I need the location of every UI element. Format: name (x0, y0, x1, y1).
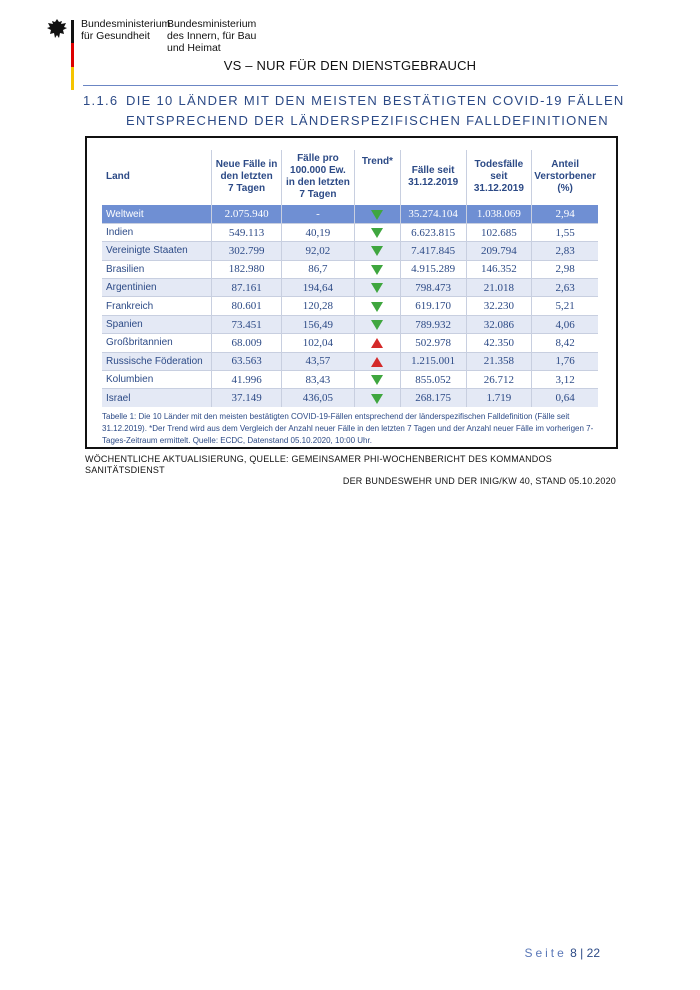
cell-new-cases: 68.009 (212, 334, 281, 352)
cell-trend (355, 260, 401, 278)
cell-total-cases: 7.417.845 (400, 242, 466, 260)
cell-cfr: 1,76 (532, 352, 598, 370)
cell-cfr: 2,98 (532, 260, 598, 278)
cell-trend (355, 315, 401, 333)
header-per-100k: Fälle pro 100.000 Ew. in den letzten 7 Tagen (281, 150, 354, 205)
trend-down-icon (371, 302, 383, 312)
table-body (102, 205, 598, 407)
cell-new-cases: 80.601 (212, 297, 281, 315)
flag-stripe (71, 20, 74, 90)
cell-new-cases: 302.799 (212, 242, 281, 260)
cell-cfr: 1,55 (532, 223, 598, 241)
cell-land: Argentinien (102, 279, 212, 297)
cell-trend (355, 223, 401, 241)
cell-deaths: 1.038.069 (466, 205, 532, 223)
cell-total-cases: 6.623.815 (400, 223, 466, 241)
cell-cfr: 5,21 (532, 297, 598, 315)
cell-trend (355, 279, 401, 297)
table-row (102, 334, 598, 352)
section-title-line1: DIE 10 LÄNDER MIT DEN MEISTEN BESTÄTIGTEN COVID-19 FÄLLEN (126, 93, 625, 108)
cell-land: Spanien (102, 315, 212, 333)
trend-down-icon (371, 265, 383, 275)
page-current: 8 (570, 946, 577, 960)
cell-land: Israel (102, 389, 212, 407)
cell-cfr: 4,06 (532, 315, 598, 333)
cell-cfr: 2,94 (532, 205, 598, 223)
cell-per-100k: 436,05 (281, 389, 354, 407)
cell-new-cases: 73.451 (212, 315, 281, 333)
covid-cases-table (102, 150, 598, 407)
cell-new-cases: 182.980 (212, 260, 281, 278)
cell-new-cases: 549.113 (212, 223, 281, 241)
cell-trend (355, 389, 401, 407)
table-row (102, 352, 598, 370)
classification-label: VS – NUR FÜR DEN DIENSTGEBRAUCH (223, 58, 477, 73)
cell-new-cases: 2.075.940 (212, 205, 281, 223)
table-row (102, 315, 598, 333)
header-divider (83, 85, 618, 86)
cell-deaths: 1.719 (466, 389, 532, 407)
page-number (524, 946, 600, 960)
header-cfr: Anteil Verstorbener (%) (532, 150, 598, 205)
cell-deaths: 42.350 (466, 334, 532, 352)
trend-down-icon (371, 210, 383, 220)
section-title (83, 91, 643, 131)
cell-per-100k: 194,64 (281, 279, 354, 297)
cell-total-cases: 502.978 (400, 334, 466, 352)
cell-per-100k: 92,02 (281, 242, 354, 260)
source-line1: WÖCHENTLICHE AKTUALISIERUNG, QUELLE: GEMEINSAMER PHI-WOCHENBERICHT DES KOMMANDOS SANITÄTSDIENST (85, 454, 552, 475)
cell-new-cases: 41.996 (212, 371, 281, 389)
cell-total-cases: 1.215.001 (400, 352, 466, 370)
table-row (102, 297, 598, 315)
header-new-cases: Neue Fälle in den letzten 7 Tagen (212, 150, 281, 205)
page-total: 22 (586, 946, 600, 960)
table-row (102, 389, 598, 407)
cell-cfr: 2,83 (532, 242, 598, 260)
cell-deaths: 209.794 (466, 242, 532, 260)
header-trend: Trend* (355, 150, 401, 205)
cell-new-cases: 63.563 (212, 352, 281, 370)
cell-trend (355, 242, 401, 260)
cell-total-cases: 789.932 (400, 315, 466, 333)
cell-new-cases: 87.161 (212, 279, 281, 297)
cell-land: Vereinigte Staaten (102, 242, 212, 260)
trend-down-icon (371, 228, 383, 238)
cell-cfr: 8,42 (532, 334, 598, 352)
trend-up-icon (371, 357, 383, 367)
header-land: Land (106, 171, 130, 183)
cell-trend (355, 352, 401, 370)
cell-total-cases: 35.274.104 (400, 205, 466, 223)
federal-eagle-icon (46, 18, 68, 40)
ministry-interior-name: Bundesministerium des Innern, für Bau und Heimat (167, 18, 257, 54)
trend-down-icon (371, 394, 383, 404)
header-deaths: Todesfälle seit 31.12.2019 (466, 150, 532, 205)
cell-trend (355, 371, 401, 389)
table-row (102, 260, 598, 278)
header-total-cases: Fälle seit 31.12.2019 (400, 150, 466, 205)
cell-per-100k: 120,28 (281, 297, 354, 315)
table-box (85, 136, 618, 449)
table-header-row (102, 150, 598, 205)
cell-total-cases: 798.473 (400, 279, 466, 297)
cell-per-100k: 40,19 (281, 223, 354, 241)
table-row (102, 371, 598, 389)
cell-per-100k: - (281, 205, 354, 223)
cell-total-cases: 855.052 (400, 371, 466, 389)
cell-land: Russische Föderation (102, 352, 212, 370)
cell-trend (355, 297, 401, 315)
table-row (102, 223, 598, 241)
cell-total-cases: 4.915.289 (400, 260, 466, 278)
trend-up-icon (371, 338, 383, 348)
trend-down-icon (371, 246, 383, 256)
section-title-line2: ENTSPRECHEND DER LÄNDERSPEZIFISCHEN FALLDEFINITIONEN (126, 113, 609, 128)
cell-per-100k: 43,57 (281, 352, 354, 370)
trend-down-icon (371, 375, 383, 385)
cell-total-cases: 268.175 (400, 389, 466, 407)
cell-per-100k: 102,04 (281, 334, 354, 352)
cell-land: Indien (102, 223, 212, 241)
table-caption: Tabelle 1: Die 10 Länder mit den meisten bestätigten COVID-19-Fällen entsprechend der länderspezifischen Falldefinition (Fälle seit 31.12.2019). *Der Trend wird aus dem Vergleich der Anzahl neuer Fälle in den letzten 7 Tagen und der Anzahl neuer Fälle im vorherigen 7-Tages-Zeitraum ermittelt. Quelle: ECDC, Datenstand 05.10.2020, 10:00 Uhr. (102, 412, 594, 445)
cell-land: Frankreich (102, 297, 212, 315)
page-label: Seite (524, 946, 567, 960)
trend-down-icon (371, 320, 383, 330)
cell-deaths: 32.230 (466, 297, 532, 315)
cell-deaths: 21.358 (466, 352, 532, 370)
trend-down-icon (371, 283, 383, 293)
cell-cfr: 3,12 (532, 371, 598, 389)
cell-per-100k: 86,7 (281, 260, 354, 278)
cell-land: Brasilien (102, 260, 212, 278)
cell-deaths: 102.685 (466, 223, 532, 241)
cell-deaths: 21.018 (466, 279, 532, 297)
cell-deaths: 146.352 (466, 260, 532, 278)
table-row (102, 279, 598, 297)
cell-land: Kolumbien (102, 371, 212, 389)
table-row (102, 205, 598, 223)
cell-cfr: 2,63 (532, 279, 598, 297)
ministry-health-name: Bundesministerium für Gesundheit (81, 18, 171, 42)
cell-new-cases: 37.149 (212, 389, 281, 407)
cell-deaths: 26.712 (466, 371, 532, 389)
cell-land: Großbritannien (102, 334, 212, 352)
source-line2: DER BUNDESWEHR UND DER INIG/KW 40, STAND 05.10.2020 (342, 476, 616, 486)
page-separator: | (580, 946, 584, 960)
cell-cfr: 0,64 (532, 389, 598, 407)
cell-land: Weltweit (102, 205, 212, 223)
table-row (102, 242, 598, 260)
section-number: 1.1.6 (83, 93, 119, 108)
cell-per-100k: 156,49 (281, 315, 354, 333)
cell-deaths: 32.086 (466, 315, 532, 333)
cell-per-100k: 83,43 (281, 371, 354, 389)
cell-trend (355, 205, 401, 223)
cell-trend (355, 334, 401, 352)
source-note (85, 454, 616, 487)
cell-total-cases: 619.170 (400, 297, 466, 315)
